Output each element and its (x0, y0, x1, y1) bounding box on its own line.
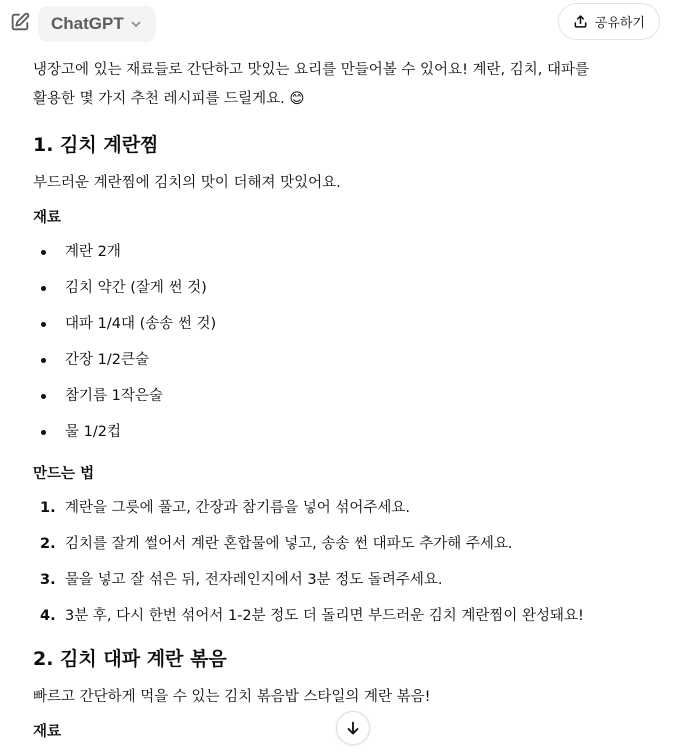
bullet-icon (41, 430, 46, 435)
bullet-icon (41, 322, 46, 327)
step-item (33, 562, 673, 598)
share-button[interactable] (558, 3, 660, 40)
step-text: 물을 넣고 잘 섞은 뒤, 전자레인지에서 3분 정도 돌려주세요. (65, 572, 443, 588)
ingredient-text: 간장 1/2큰술 (65, 352, 149, 368)
step-number: 1. (40, 500, 56, 516)
recipe-1-description: 부드러운 계란찜에 김치의 맛이 더해져 맛있어요. (33, 175, 341, 191)
assistant-message (33, 56, 673, 748)
step-text: 김치를 잘게 썰어서 계란 혼합물에 넣고, 송송 썬 대파도 추가해 주세요. (65, 536, 513, 552)
share-upload-icon (573, 14, 588, 29)
step-item (33, 598, 673, 634)
model-label: ChatGPT (51, 14, 124, 33)
ingredient-item (33, 270, 673, 306)
recipe-2-ingredients-heading: 재료 (33, 724, 62, 740)
step-number: 4. (40, 608, 56, 624)
ingredient-text: 참기름 1작은술 (65, 388, 163, 404)
ingredient-item (33, 306, 673, 342)
ingredient-text: 계란 2개 (65, 244, 121, 260)
ingredient-item (33, 234, 673, 270)
bullet-icon (41, 394, 46, 399)
recipe-2-title: 2. 김치 대파 계란 볶음 (33, 648, 227, 670)
bullet-icon (41, 358, 46, 363)
recipe-2-description: 빠르고 간단하게 먹을 수 있는 김치 볶음밥 스타일의 계란 볶음! (33, 689, 431, 705)
ingredient-item (33, 414, 673, 450)
scroll-to-bottom-button[interactable] (336, 711, 370, 745)
ingredient-text: 김치 약간 (잘게 썬 것) (65, 280, 207, 296)
new-chat-button[interactable] (8, 10, 32, 34)
arrow-down-icon (345, 720, 361, 736)
new-chat-icon (9, 11, 31, 33)
step-item (33, 490, 673, 526)
ingredient-item (33, 342, 673, 378)
step-item (33, 526, 673, 562)
step-text: 3분 후, 다시 한번 섞어서 1-2분 정도 더 돌리면 부드러운 김치 계란찜이 완성돼요! (65, 608, 584, 624)
bullet-icon (41, 250, 46, 255)
recipe-1-ingredients-heading: 재료 (33, 210, 62, 226)
chevron-down-icon (130, 18, 142, 30)
ingredient-text: 물 1/2컵 (65, 424, 121, 440)
ingredient-item (33, 378, 673, 414)
ingredient-text: 대파 1/4대 (송송 썬 것) (65, 316, 217, 332)
step-number: 2. (40, 536, 56, 552)
bullet-icon (41, 286, 46, 291)
recipe-1-ingredients-list (33, 234, 673, 450)
step-text: 계란을 그릇에 풀고, 간장과 참기름을 넣어 섞어주세요. (65, 500, 411, 516)
recipe-1-title: 1. 김치 계란찜 (33, 134, 159, 156)
model-selector-button[interactable] (38, 6, 156, 42)
intro-line-1: 냉장고에 있는 재료들로 간단하고 맛있는 요리를 만들어볼 수 있어요! 계란, 김치, 대파를 (33, 62, 589, 78)
top-bar (0, 0, 693, 50)
step-number: 3. (40, 572, 56, 588)
recipe-1-steps-list (33, 490, 673, 634)
share-label: 공유하기 (594, 16, 645, 31)
recipe-1-steps-heading: 만드는 법 (33, 466, 95, 482)
intro-line-2: 활용한 몇 가지 추천 레시피를 드릴게요. 😊 (33, 91, 305, 107)
